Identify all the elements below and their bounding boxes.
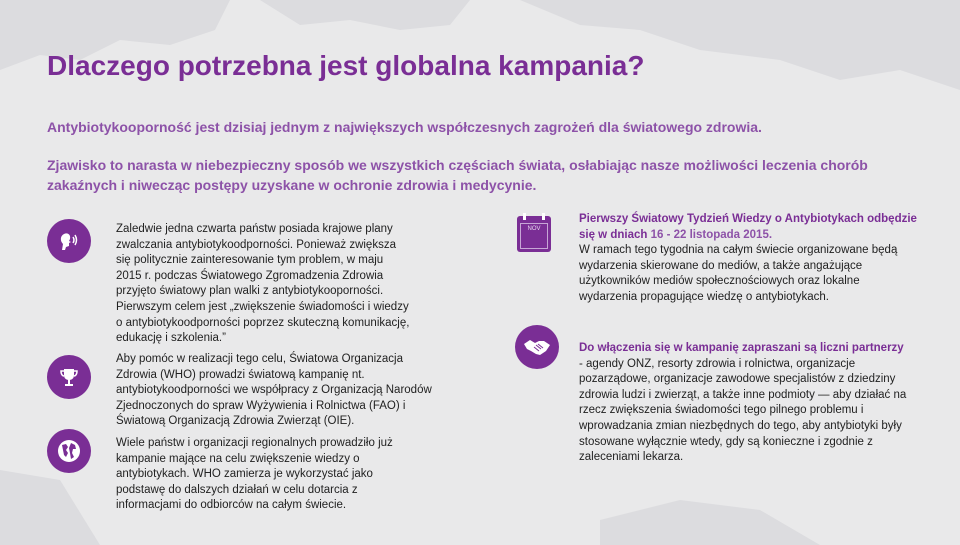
week-heading: Pierwszy Światowy Tydzień Wiedzy o Antybiotykach odbędzie się w dniach xyxy=(579,213,917,241)
left-paragraph-1: Zaledwie jedna czwarta państw posiada krajowe plany zwalczania antybiotykoodporności. Ponieważ zwiększa się politycznie zainteresowanie tym problem, w maju 2015 r. podczas Światowego Zgromadzenia Zdrowia przyjęto światowy plan walki z antybiotykooporności. Pierwszym celem jest „zwiększenie świadomości i wiedzy o antybiotykoodporności poprzez skuteczną komunikację, edukację i szkolenia.” xyxy=(116,223,410,345)
right-block-2 xyxy=(579,341,909,466)
week-dates: 16 - 22 listopada 2015 xyxy=(650,228,769,241)
trophy-icon xyxy=(47,355,91,399)
globe-icon xyxy=(47,429,91,473)
partners-description: - agendy ONZ, resorty zdrowia i rolnictwa, organizacje pozarządowe, organizacje zawodowe specjalistów z dziedziny zdrowia ludzi i zwierząt, a także inne podmioty — aby działać na rzecz zwiększenia świadomości tego pilnego problemu i wprowadzania zmian niezbędnych do tego, aby antybiotyki były stosowane wyłącznie wtedy, gdy są konieczne i zgodnie z zaleceniami lekarza. xyxy=(579,357,907,464)
right-block-1: Pierwszy Światowy Tydzień Wiedzy o Antybiotykach odbędzie się w dniach 16 - 22 listopada 2015. W ramach tego tygodnia na całym świecie organizowane będą wydarzenia skierowane do mediów, a także angażujące użytkowników mediów społecznościowych oraz lokalne wydarzenia propagujące wiedzę o antybiotykach. xyxy=(579,213,917,303)
lead-text-2: Zjawisko to narasta w niebezpieczny sposób we wszystkich częściach świata, osłabiając nasze możliwości leczenia chorób zakaźnych i niwecząc postępy uzyskane w ochronie zdrowia i medycynie. xyxy=(47,157,868,193)
page-title: Dlaczego potrzebna jest globalna kampania? xyxy=(47,50,645,81)
left-paragraph-2: Aby pomóc w realizacji tego celu, Światowa Organizacja Zdrowia (WHO) prowadzi światową kampanię nt. antybiotykoodporności we współpracy z Organizacją Narodów Zjednoczonych do spraw Wyżywienia i Rolnictwa (FAO) i Światową Organizacją Zdrowia Zwierząt (OIE). xyxy=(116,353,432,428)
handshake-icon xyxy=(515,325,559,369)
speaker-icon xyxy=(47,219,91,263)
lead-text: Antybiotykooporność jest dzisiaj jednym z największych współczesnych zagrożeń dla światowego zdrowia. xyxy=(47,119,762,135)
calendar-icon xyxy=(517,216,551,252)
left-paragraph-3: Wiele państw i organizacji regionalnych prowadziło już kampanie mające na celu zwiększenie wiedzy o antybiotykach. WHO zamierza je wykorzystać jako podstawę do dalszych działań w celu dotarcia z informacjami do odbiorców na całym świecie. xyxy=(116,437,393,512)
calendar-month: NOV xyxy=(520,223,548,249)
partners-heading: Do włączenia się w kampanię zapraszani są liczni partnerzy xyxy=(579,342,904,354)
week-description: W ramach tego tygodnia na całym świecie organizowane będą wydarzenia skierowane do mediów, a także angażujące użytkowników mediów społecznościowych oraz lokalne wydarzenia propagujące wiedzę o antybiotykach. xyxy=(579,244,898,303)
